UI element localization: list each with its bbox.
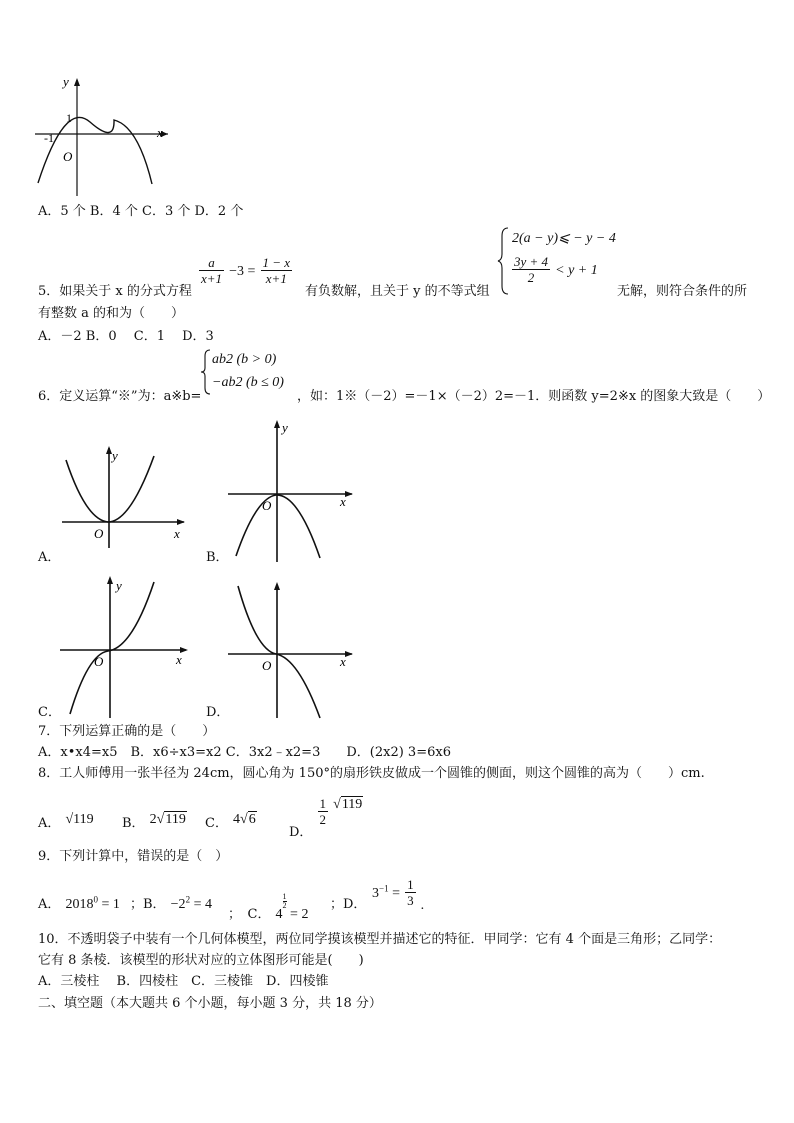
q8-c-label: C． [205, 816, 228, 831]
q5-system-line2 [512, 254, 598, 285]
q10-line1: 10．不透明袋子中装有一个几何体模型，两位同学摸该模型并描述它的特征．甲同学：它有 4 个面是三角形；乙同学： [38, 932, 722, 947]
q9-b-expr: $-2^2 = 4$ [170, 894, 212, 912]
q5-sys-tail: < y + 1 [555, 263, 598, 278]
q10-options: A．三棱柱 B．四棱柱 C．三棱锥 D．四棱锥 [38, 974, 329, 989]
q9-c-label: ； C． [228, 907, 271, 922]
q5-system-brace [496, 226, 510, 296]
q8-d-frac: $\frac{1}{2}$ [319, 796, 327, 827]
q8-option-b [122, 812, 187, 832]
q6-label-d: D． [206, 705, 230, 720]
q8-text: 8．工人师傅用一张半径为 24cm，圆心角为 150°的扇形铁皮做成一个圆锥的侧面，则这个圆锥的高为（ ）cm. [38, 766, 705, 781]
q9-text: 9．下列计算中，错误的是（ ） [38, 849, 229, 864]
parabola-curve [38, 117, 152, 184]
q6-cases-brace [200, 348, 212, 396]
q9-a-expr: 2018$^0$ = 1 [65, 894, 120, 912]
q9-c-expr: 4 $\frac{1}{2}$ = 2 [275, 892, 309, 922]
q9-a-label: A． [38, 897, 61, 912]
section-2-heading: 二、填空题（本大题共 6 个小题，每小题 3 分，共 18 分） [38, 996, 382, 1011]
q6-graph-c [58, 574, 192, 720]
q6-prefix: 6．定义运算“※”为：a※b= [38, 389, 202, 404]
q6-case1: ab2 (b > 0) [212, 352, 277, 367]
q9-option-a [38, 893, 120, 913]
q8-option-d [289, 796, 363, 840]
q8-c-value: 4√6 [233, 812, 256, 827]
q5-suffix: 无解，则符合条件的所 [617, 284, 748, 299]
one-label: 1 [66, 111, 72, 125]
q9-d-end: . [420, 898, 425, 913]
svg-text:O: O [94, 654, 104, 669]
q8-option-c [205, 812, 257, 832]
q7-text: 7．下列运算正确的是（ ） [38, 724, 216, 739]
q8-b-value: 2√119 [149, 812, 186, 827]
y-axis-arrow [74, 78, 80, 86]
q5-options: A．－2 B．0 C．1 D．3 [38, 329, 214, 344]
svg-text:x: x [176, 652, 182, 667]
q7-options: A．x•x4=x5 B．x6÷x3=x2 C．3x2﹣x2=3 D．(2x2) 3=6x6 [38, 745, 451, 760]
q9-option-d-label [330, 893, 366, 913]
svg-text:O: O [94, 526, 104, 541]
neg-one-label: -1 [44, 131, 54, 145]
svg-text:y: y [112, 448, 118, 463]
y-axis-label: y [63, 74, 69, 89]
q8-a-label: A． [38, 816, 61, 831]
q5-frac-a: $\frac{a}{x+1}$ [201, 255, 223, 286]
q4-parabola-graph [30, 70, 180, 200]
q9-option-c [228, 893, 308, 923]
q6-graph-a [58, 444, 188, 550]
q4-options: A．5 个 B．4 个 C．3 个 D．2 个 [38, 204, 244, 219]
q8-b-label: B． [122, 816, 145, 831]
svg-text:x: x [340, 494, 346, 509]
svg-text:O: O [262, 498, 272, 513]
q8-d-value: √119 [333, 797, 363, 812]
q10-line2: 它有 8 条棱．该模型的形状对应的立体图形可能是( ) [38, 953, 364, 968]
q9-option-d [372, 877, 425, 913]
q5-eq-mid: −3 = [229, 264, 256, 279]
q6-graph-b [226, 418, 358, 564]
svg-text:y: y [116, 578, 122, 593]
q6-label-a: A． [38, 550, 61, 565]
q6-case2: −ab2 (b ≤ 0) [212, 375, 284, 390]
q9-option-b [130, 893, 212, 913]
svg-text:x: x [174, 526, 180, 541]
q9-d-frac: $\frac{1}{3}$ [407, 877, 414, 908]
svg-text:O: O [262, 658, 272, 673]
x-axis-label: x [157, 125, 163, 140]
q6-label-c: C． [38, 705, 61, 720]
q5-equation [199, 255, 292, 286]
q6-suffix: ，如：1※（－2）=－1×（－2）2=－1．则函数 y=2※x 的图象大致是（ ） [297, 389, 771, 404]
svg-text:y: y [282, 420, 288, 435]
q6-graph-d [226, 580, 358, 720]
q8-d-label: D． [289, 825, 313, 840]
q5-system-line1: 2(a − y)⩽ − y − 4 [512, 231, 616, 246]
q5-sys-frac: $\frac{3y + 4}{2}$ [514, 254, 549, 285]
q8-options [38, 812, 94, 832]
q5-frac-b: $\frac{1 - x}{x+1}$ [262, 255, 291, 286]
q6-label-b: B． [206, 550, 229, 565]
q9-d-label: ；D． [330, 897, 367, 912]
origin-label: O [63, 149, 73, 164]
q5-middle: 有负数解，且关于 y 的不等式组 [305, 284, 490, 299]
q8-a-value: √119 [65, 812, 94, 827]
q5-line2: 有整数 a 的和为（ ） [38, 306, 185, 321]
q9-d-expr: $3^{-1}$ = [372, 883, 400, 901]
svg-text:x: x [340, 654, 346, 669]
q5-prefix: 5．如果关于 x 的分式方程 [38, 284, 192, 299]
q9-b-label: ；B． [130, 897, 166, 912]
